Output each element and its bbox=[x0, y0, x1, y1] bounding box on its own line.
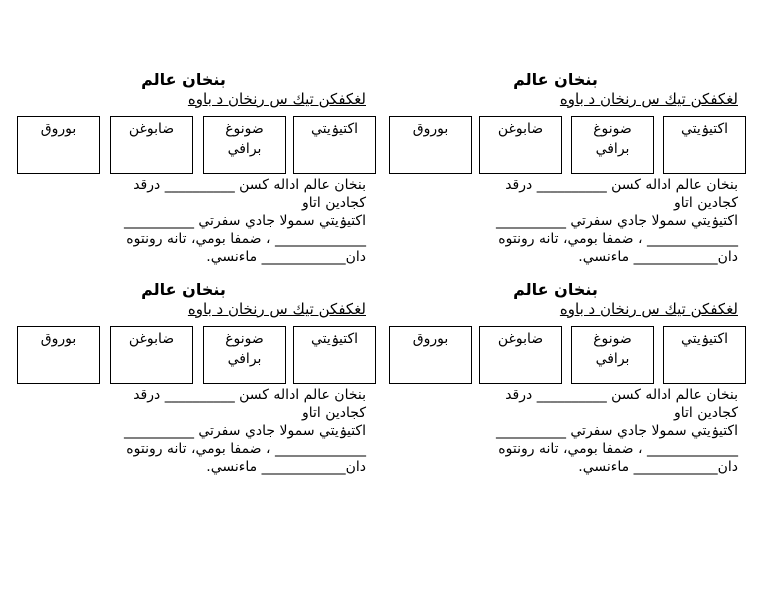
answer-box-label: بوروق bbox=[40, 121, 77, 137]
fill-line: اكتيۏيتي سمولا جادي سفرتي __________ bbox=[495, 213, 738, 229]
answer-box-label: ضابوغن bbox=[497, 331, 544, 347]
fill-line: دان____________ ماءنسي. bbox=[578, 249, 738, 265]
worksheet-card-bottom-right bbox=[388, 280, 750, 475]
fill-line: _____________ ، ضمفا بومي، تانه رونتوه bbox=[498, 231, 738, 247]
answer-box-label: ضابوغن bbox=[497, 121, 544, 137]
card-instruction: لغكفكن تيك س رنخان د باوه bbox=[187, 90, 366, 108]
answer-boxes bbox=[16, 326, 378, 386]
card-instruction: لغكفكن تيك س رنخان د باوه bbox=[559, 90, 738, 108]
answer-boxes bbox=[388, 326, 750, 386]
fill-line: اكتيۏيتي سمولا جادي سفرتي __________ bbox=[123, 423, 366, 439]
answer-box-3 bbox=[479, 326, 562, 384]
fill-line: كجادين اتاو bbox=[301, 195, 366, 211]
answer-box-1 bbox=[663, 116, 746, 174]
answer-box-label: بوروق bbox=[412, 331, 449, 347]
answer-box-3 bbox=[110, 116, 193, 174]
fill-line: _____________ ، ضمفا بومي، تانه رونتوه bbox=[126, 441, 366, 457]
answer-box-label: ضابوغن bbox=[128, 121, 175, 137]
answer-box-label: اكتيۏيتي bbox=[311, 331, 358, 347]
fill-line: اكتيۏيتي سمولا جادي سفرتي __________ bbox=[495, 423, 738, 439]
answer-box-4 bbox=[389, 116, 472, 174]
fill-line: _____________ ، ضمفا بومي، تانه رونتوه bbox=[126, 231, 366, 247]
fill-line: بنخان عالم اداله كسن __________ درقد bbox=[505, 177, 738, 193]
fill-line: بنخان عالم اداله كسن __________ درقد bbox=[133, 387, 366, 403]
answer-box-3 bbox=[479, 116, 562, 174]
answer-box-2 bbox=[571, 116, 654, 174]
answer-box-label: اكتيۏيتي bbox=[681, 331, 728, 347]
fill-in-paragraph bbox=[81, 176, 366, 266]
answer-box-4 bbox=[17, 116, 100, 174]
fill-line: كجادين اتاو bbox=[673, 195, 738, 211]
fill-line: _____________ ، ضمفا بومي، تانه رونتوه bbox=[498, 441, 738, 457]
answer-box-label: ضونوغ برافي bbox=[225, 121, 264, 157]
card-title: بنخان عالم bbox=[141, 70, 226, 89]
answer-box-3 bbox=[110, 326, 193, 384]
worksheet-card-top-right bbox=[388, 70, 750, 265]
card-title: بنخان عالم bbox=[513, 280, 598, 299]
fill-line: بنخان عالم اداله كسن __________ درقد bbox=[505, 387, 738, 403]
fill-in-paragraph bbox=[81, 386, 366, 476]
worksheet-card-top-left bbox=[16, 70, 378, 265]
answer-box-label: ضونوغ برافي bbox=[593, 331, 632, 367]
fill-in-paragraph bbox=[453, 176, 738, 266]
fill-line: اكتيۏيتي سمولا جادي سفرتي __________ bbox=[123, 213, 366, 229]
fill-line: دان____________ ماءنسي. bbox=[206, 459, 366, 475]
fill-in-paragraph bbox=[453, 386, 738, 476]
fill-line: بنخان عالم اداله كسن __________ درقد bbox=[133, 177, 366, 193]
answer-box-1 bbox=[293, 326, 376, 384]
answer-box-4 bbox=[17, 326, 100, 384]
answer-boxes bbox=[388, 116, 750, 176]
fill-line: دان____________ ماءنسي. bbox=[206, 249, 366, 265]
answer-box-label: بوروق bbox=[40, 331, 77, 347]
answer-box-2 bbox=[203, 116, 286, 174]
answer-box-label: اكتيۏيتي bbox=[311, 121, 358, 137]
answer-box-4 bbox=[389, 326, 472, 384]
answer-box-label: بوروق bbox=[412, 121, 449, 137]
worksheet-card-bottom-left bbox=[16, 280, 378, 475]
answer-box-label: ضابوغن bbox=[128, 331, 175, 347]
card-title: بنخان عالم bbox=[513, 70, 598, 89]
answer-box-2 bbox=[571, 326, 654, 384]
answer-box-label: ضونوغ برافي bbox=[225, 331, 264, 367]
answer-box-1 bbox=[293, 116, 376, 174]
fill-line: كجادين اتاو bbox=[301, 405, 366, 421]
answer-box-2 bbox=[203, 326, 286, 384]
answer-boxes bbox=[16, 116, 378, 176]
card-instruction: لغكفكن تيك س رنخان د باوه bbox=[559, 300, 738, 318]
answer-box-1 bbox=[663, 326, 746, 384]
fill-line: دان____________ ماءنسي. bbox=[578, 459, 738, 475]
answer-box-label: اكتيۏيتي bbox=[681, 121, 728, 137]
card-instruction: لغكفكن تيك س رنخان د باوه bbox=[187, 300, 366, 318]
answer-box-label: ضونوغ برافي bbox=[593, 121, 632, 157]
fill-line: كجادين اتاو bbox=[673, 405, 738, 421]
card-title: بنخان عالم bbox=[141, 280, 226, 299]
